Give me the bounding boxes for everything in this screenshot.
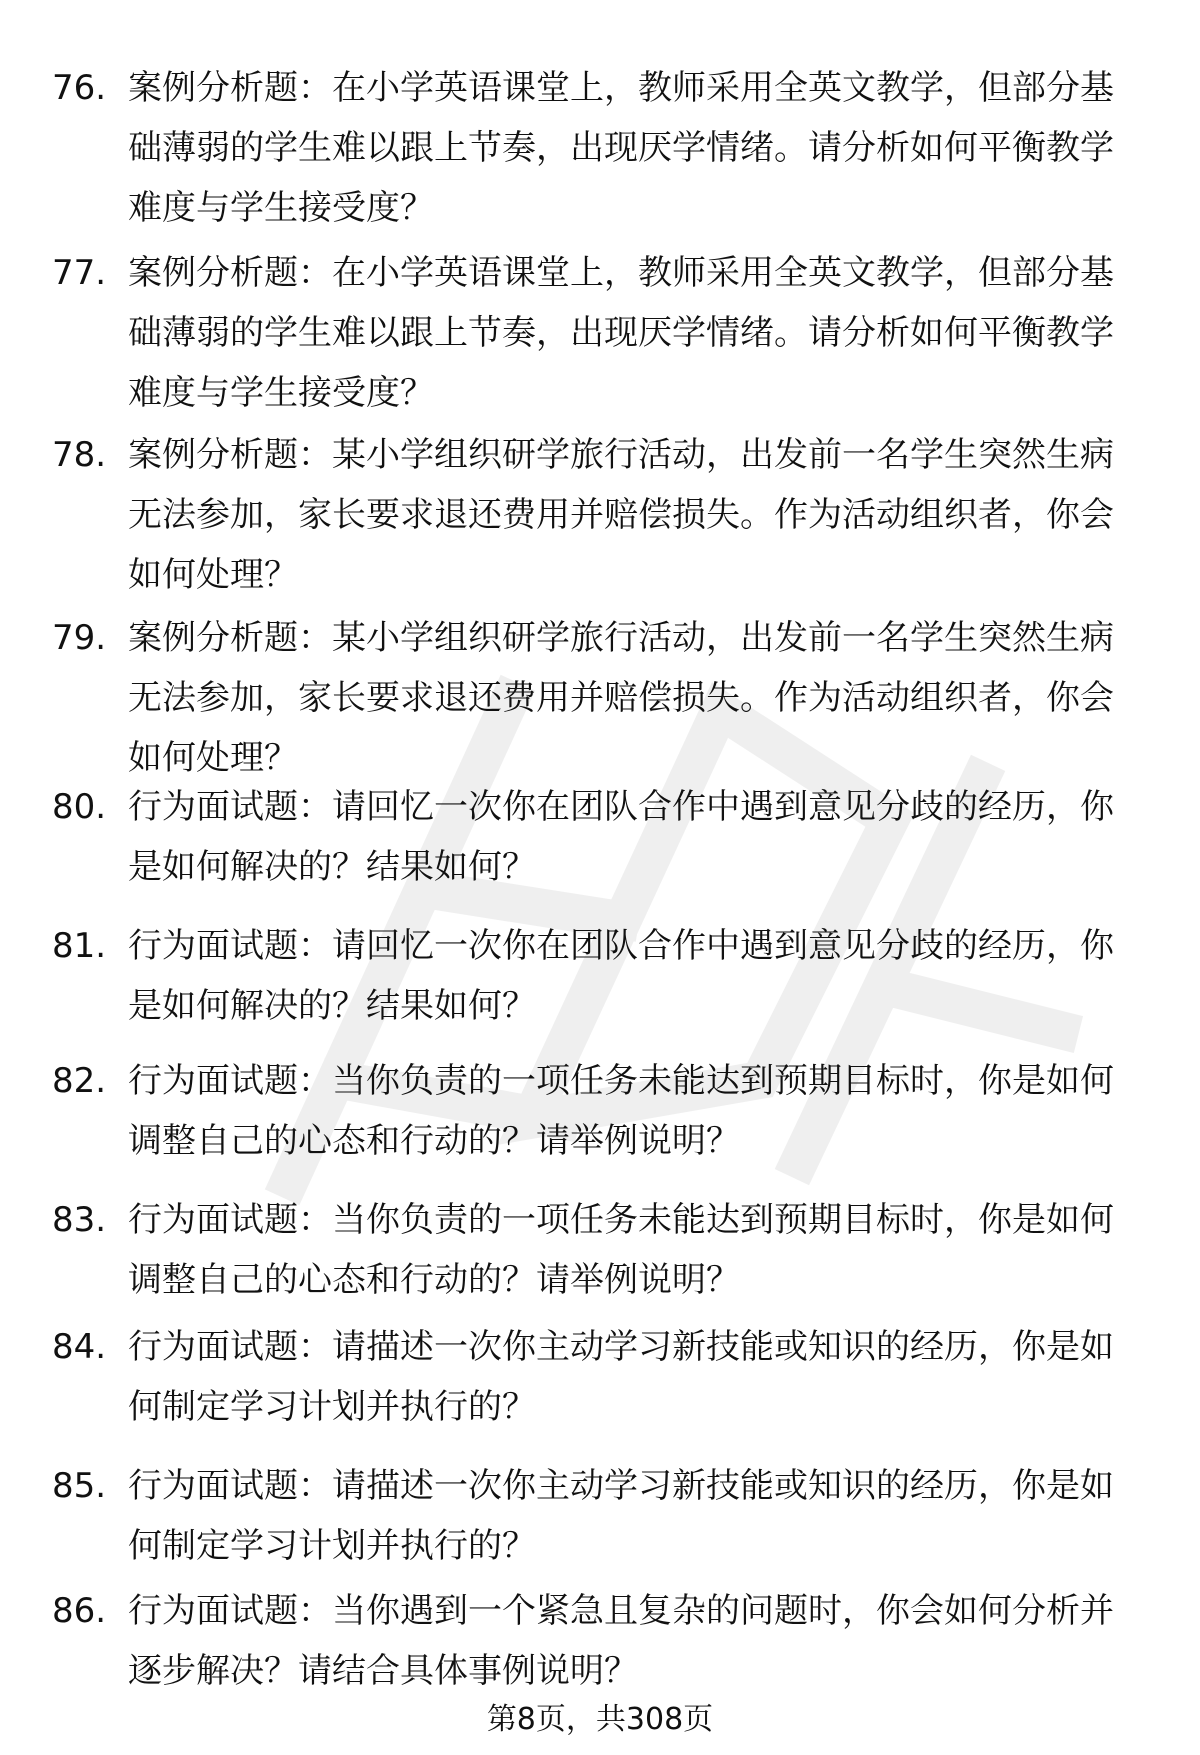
question-number: 82. bbox=[52, 1061, 107, 1101]
question-number: 76. bbox=[52, 68, 107, 108]
question-number: 83. bbox=[52, 1200, 107, 1240]
question-text: 行为面试题：请描述一次你主动学习新技能或知识的经历，你是如何制定学习计划并执行的？ bbox=[128, 1327, 1114, 1427]
page-footer: 第8页，共308页 bbox=[486, 1702, 714, 1737]
question-text: 行为面试题：请描述一次你主动学习新技能或知识的经历，你是如何制定学习计划并执行的？ bbox=[128, 1466, 1114, 1566]
question-text: 案例分析题：某小学组织研学旅行活动，出发前一名学生突然生病无法参加，家长要求退还费用并赔偿损失。作为活动组织者，你会如何处理？ bbox=[128, 435, 1114, 595]
question-number: 77. bbox=[52, 253, 107, 293]
question-text: 案例分析题：在小学英语课堂上，教师采用全英文教学，但部分基础薄弱的学生难以跟上节奏，出现厌学情绪。请分析如何平衡教学难度与学生接受度？ bbox=[128, 253, 1114, 413]
question-number: 80. bbox=[52, 787, 107, 827]
question-number: 84. bbox=[52, 1327, 107, 1367]
question-text: 案例分析题：在小学英语课堂上，教师采用全英文教学，但部分基础薄弱的学生难以跟上节奏，出现厌学情绪。请分析如何平衡教学难度与学生接受度？ bbox=[128, 68, 1114, 228]
question-text: 行为面试题：当你负责的一项任务未能达到预期目标时，你是如何调整自己的心态和行动的？请举例说明？ bbox=[128, 1061, 1114, 1161]
question-number: 79. bbox=[52, 618, 107, 658]
question-number: 85. bbox=[52, 1466, 107, 1506]
question-text: 行为面试题：请回忆一次你在团队合作中遇到意见分歧的经历，你是如何解决的？结果如何？ bbox=[128, 926, 1114, 1026]
question-text: 案例分析题：某小学组织研学旅行活动，出发前一名学生突然生病无法参加，家长要求退还费用并赔偿损失。作为活动组织者，你会如何处理？ bbox=[128, 618, 1114, 778]
question-text: 行为面试题：当你负责的一项任务未能达到预期目标时，你是如何调整自己的心态和行动的？请举例说明？ bbox=[128, 1200, 1114, 1300]
question-number: 86. bbox=[52, 1591, 107, 1631]
question-number: 78. bbox=[52, 435, 107, 475]
question-text: 行为面试题：当你遇到一个紧急且复杂的问题时，你会如何分析并逐步解决？请结合具体事例说明？ bbox=[128, 1591, 1114, 1691]
question-text: 行为面试题：请回忆一次你在团队合作中遇到意见分歧的经历，你是如何解决的？结果如何？ bbox=[128, 787, 1114, 887]
question-number: 81. bbox=[52, 926, 107, 966]
